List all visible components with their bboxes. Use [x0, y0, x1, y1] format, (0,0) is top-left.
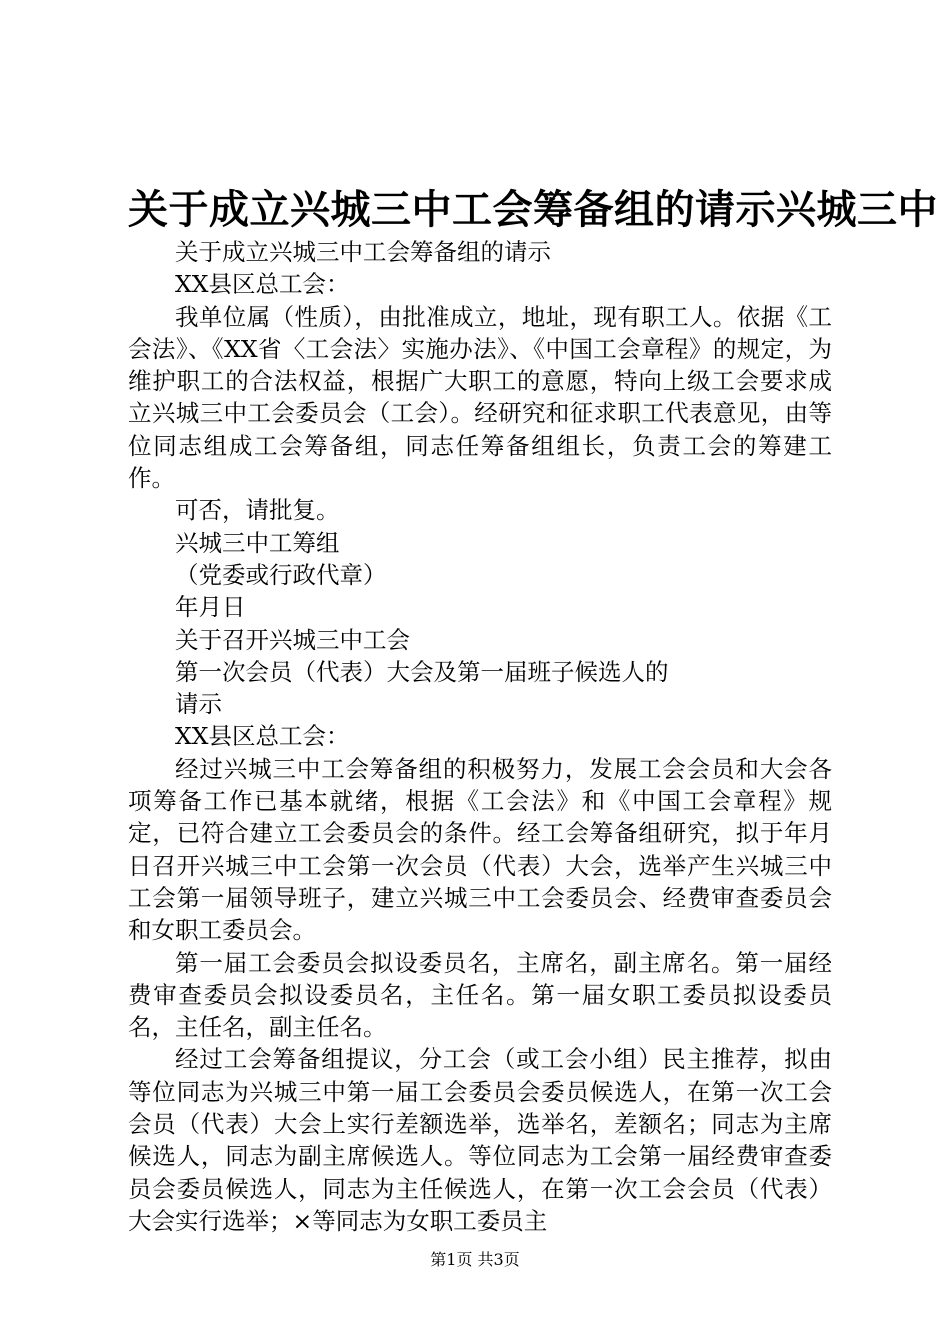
- paragraph-subtitle: 关于成立兴城三中工会筹备组的请示: [175, 238, 551, 266]
- paragraph-second-addressee: XX县区总工会：: [175, 722, 350, 751]
- paragraph-second-title-line1: 关于召开兴城三中工会: [175, 625, 410, 654]
- paragraph-addressee: XX县区总工会：: [175, 270, 350, 299]
- paragraph-request-body: 我单位属（性质），由批准成立，地址，现有职工人。依据《工会法》、《XX省〈工会法〉实施办法》、《中国工会章程》的规定，为维护职工的合法权益，根据广大职工的意愿，特向上级工会要求成立兴城三中工会委员会（工会）。经研究和征求职工代表意见，由等位同志组成工会筹备组，同志任筹备组组长，负责工会的筹建工作。: [128, 302, 832, 493]
- paragraph-seal-note: （党委或行政代章）: [175, 560, 387, 589]
- paragraph-second-title-line3: 请示: [175, 690, 222, 719]
- paragraph-candidates: 经过工会筹备组提议，分工会（或工会小组）民主推荐，拟由等位同志为兴城三中第一届工会委员会委员候选人，在第一次工会会员（代表）大会上实行差额选举，选举名，差额名；同志为主席候选人，同志为副主席候选人。等位同志为工会第一届经费审查委员会委员候选人，同志为主任候选人，在第一次工会会员（代表）大会实行选举；×等同志为女职工委员主: [128, 1045, 832, 1235]
- paragraph-committee-composition: 第一届工会委员会拟设委员名，主席名，副主席名。第一届经费审查委员会拟设委员名，主任名。第一届女职工委员拟设委员名，主任名，副主任名。: [128, 948, 832, 1042]
- document-title: 关于成立兴城三中工会筹备组的请示兴城三中: [128, 187, 938, 233]
- paragraph-preparation-status: 经过兴城三中工会筹备组的积极努力，发展工会会员和大会各项筹备工作已基本就绪，根据《工会法》和《中国工会章程》规定，已符合建立工会委员会的条件。经工会筹备组研究，拟于年月日召开兴城三中工会第一次会员（代表）大会，选举产生兴城三中工会第一届领导班子，建立兴城三中工会委员会、经费审查委员会和女职工委员会。: [128, 754, 832, 945]
- page-number: 第1页 共3页: [430, 1250, 520, 1269]
- paragraph-date: 年月日: [175, 593, 246, 622]
- paragraph-second-title-line2: 第一次会员（代表）大会及第一届班子候选人的: [175, 657, 669, 686]
- paragraph-approval-request: 可否，请批复。: [175, 496, 340, 525]
- paragraph-signatory: 兴城三中工筹组: [175, 528, 340, 557]
- document-body: [128, 236, 832, 1237]
